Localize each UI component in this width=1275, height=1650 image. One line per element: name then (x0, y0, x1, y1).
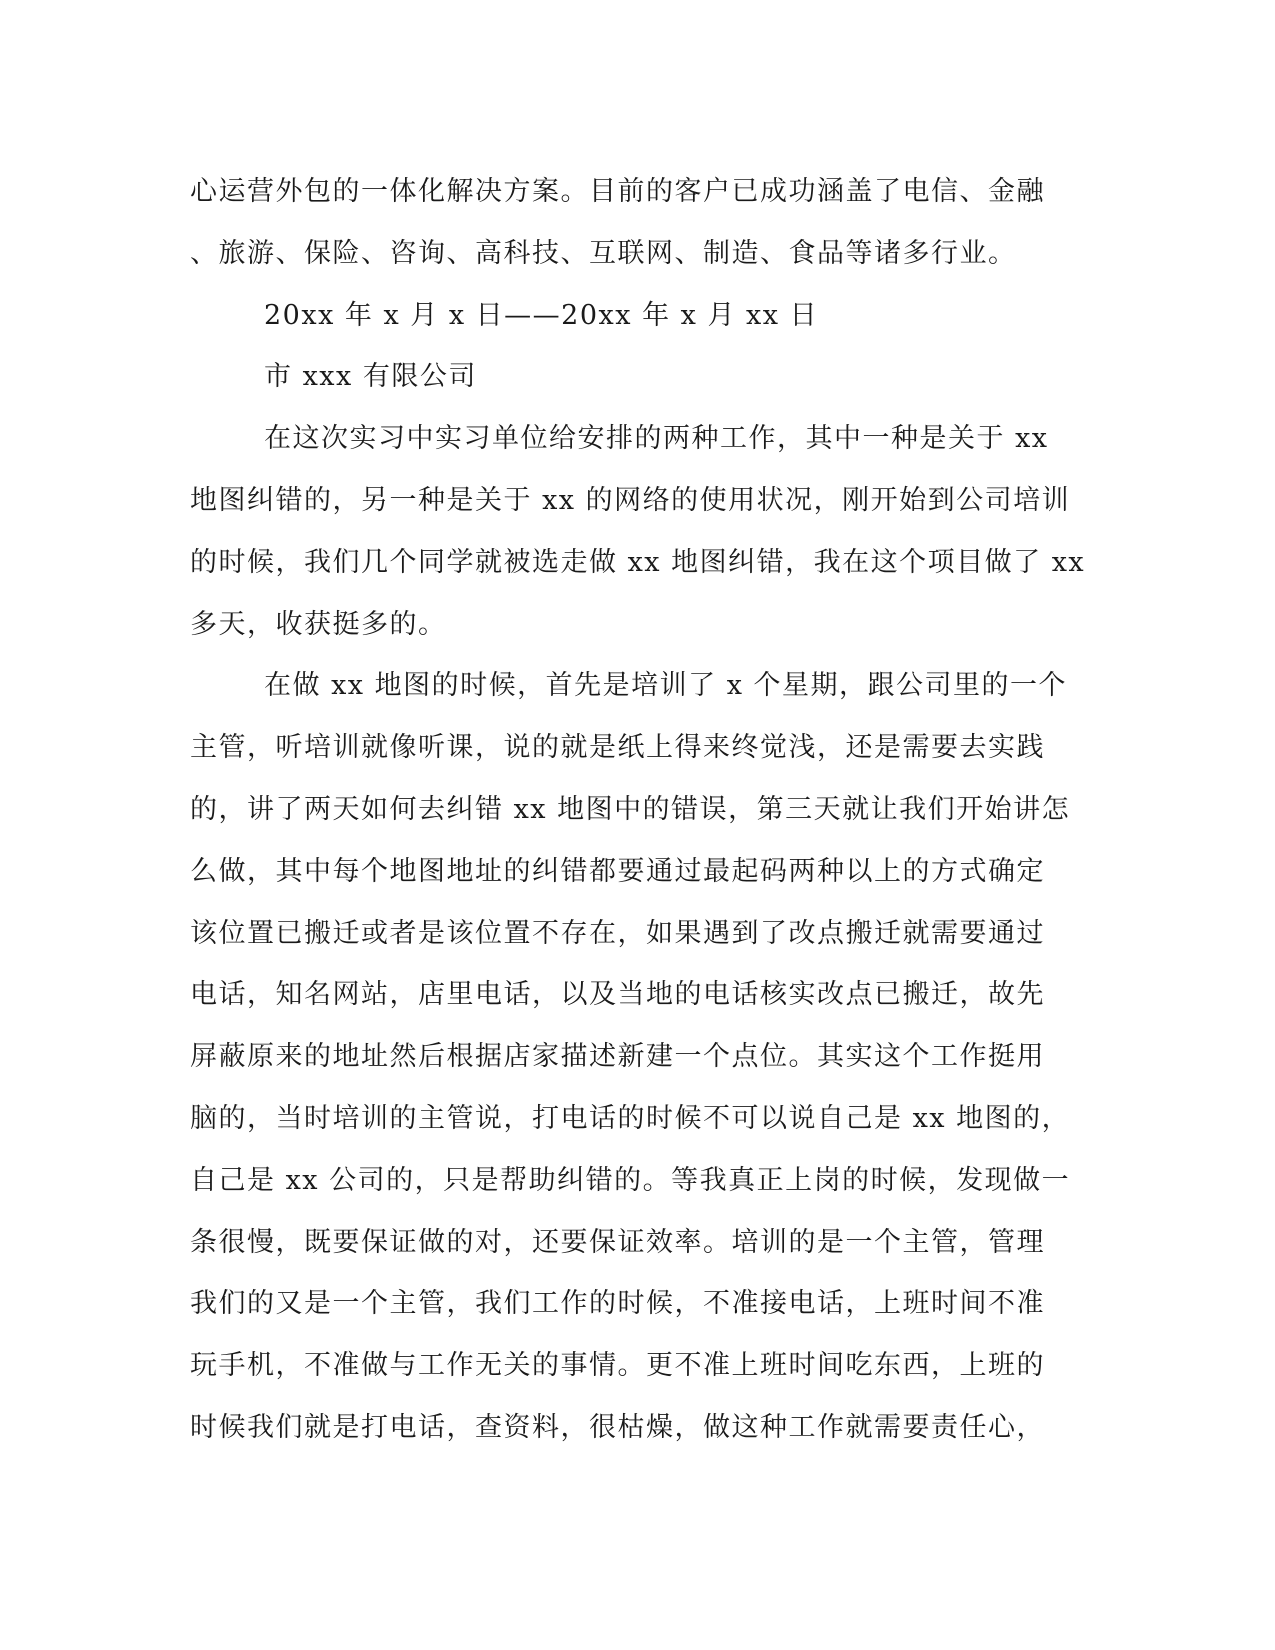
document-body (190, 161, 1090, 1459)
paragraph-1-line-3: 的时候，我们几个同学就被选走做 xx 地图纠错，我在这个项目做了 xx (190, 546, 1086, 578)
paragraph-2-line-3: 的，讲了两天如何去纠错 xx 地图中的错误，第三天就让我们开始讲怎 (190, 793, 1071, 825)
paragraph-1-line-1: 在这次实习中实习单位给安排的两种工作，其中一种是关于 xx (264, 423, 1049, 455)
paragraph-2-line-7: 屏蔽原来的地址然后根据店家描述新建一个点位。其实这个工作挺用 (190, 1041, 1045, 1073)
paragraph-1-line-2: 地图纠错的，另一种是关于 xx 的网络的使用状况，刚开始到公司培训 (190, 484, 1071, 516)
paragraph-1-line-4: 多天，收获挺多的。 (190, 608, 447, 640)
paragraph-2-line-10: 条很慢，既要保证做的对，还要保证效率。培训的是一个主管，管理 (190, 1226, 1045, 1258)
paragraph-2-line-4: 么做，其中每个地图地址的纠错都要通过最起码两种以上的方式确定 (190, 855, 1045, 887)
paragraph-2-line-12: 玩手机，不准做与工作无关的事情。更不准上班时间吃东西，上班的 (190, 1350, 1045, 1382)
paragraph-2-line-6: 电话，知名网站，店里电话，以及当地的电话核实改点已搬迁，故先 (190, 979, 1045, 1011)
paragraph-2-line-11: 我们的又是一个主管，我们工作的时候，不准接电话，上班时间不准 (190, 1288, 1045, 1320)
paragraph-2-line-5: 该位置已搬迁或者是该位置不存在，如果遇到了改点搬迁就需要通过 (190, 917, 1045, 949)
paragraph-2-line-1: 在做 xx 地图的时候，首先是培训了 x 个星期，跟公司里的一个 (264, 670, 1068, 702)
paragraph-2-line-8: 脑的，当时培训的主管说，打电话的时候不可以说自己是 xx 地图的， (190, 1102, 1071, 1134)
text-line-2: 、旅游、保险、咨询、高科技、互联网、制造、食品等诸多行业。 (190, 237, 1017, 269)
paragraph-2-line-2: 主管，听培训就像听课，说的就是纸上得来终觉浅，还是需要去实践 (190, 732, 1045, 764)
date-range-line: 20xx 年 x 月 x 日——20xx 年 x 月 xx 日 (264, 299, 819, 331)
text-line-1: 心运营外包的一体化解决方案。目前的客户已成功涵盖了电信、金融 (190, 176, 1045, 207)
company-name-line: 市 xxx 有限公司 (264, 361, 477, 393)
paragraph-2-line-13: 时候我们就是打电话，查资料，很枯燥，做这种工作就需要责任心， (190, 1411, 1045, 1443)
paragraph-2-line-9: 自己是 xx 公司的，只是帮助纠错的。等我真正上岗的时候，发现做一 (190, 1164, 1071, 1196)
